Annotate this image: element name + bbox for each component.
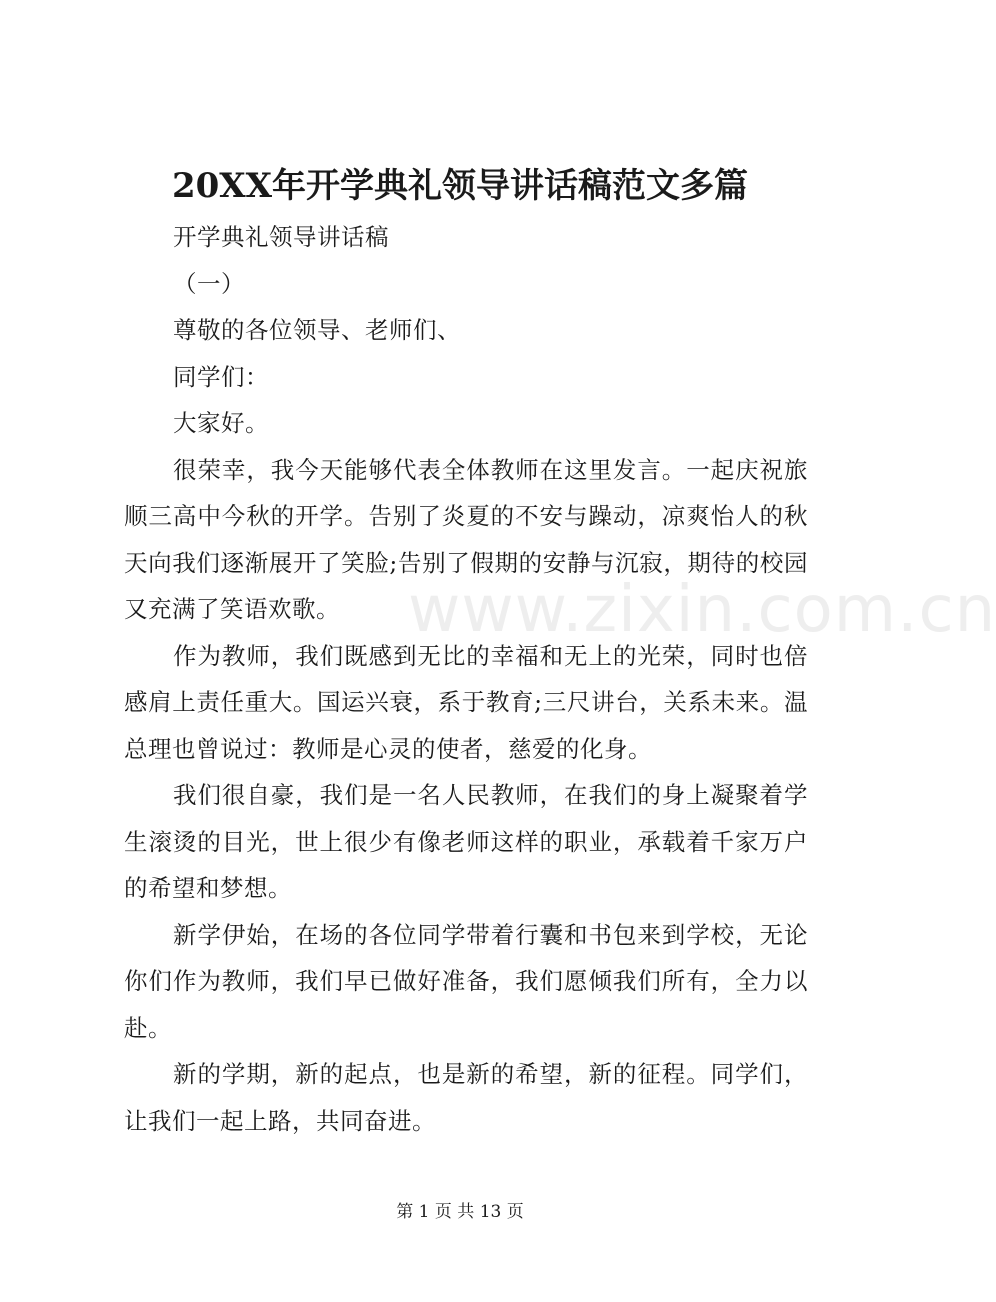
paragraph-body: 新学伊始，在场的各位同学带着行囊和书包来到学校，无论你们作为教师，我们早已做好准备，我们愿倾我们所有，全力以赴。 (124, 920, 808, 1042)
paragraph-section-number: （一） (173, 269, 245, 298)
paragraph-body: 很荣幸，我今天能够代表全体教师在这里发言。一起庆祝旅顺三高中今秋的开学。告别了炎夏的不安与躁动，凉爽怡人的秋天向我们逐渐展开了笑脸;告别了假期的安静与沉寂，期待的校园又充满了笑语欢歌。 (124, 455, 808, 623)
paragraph-heading: 开学典礼领导讲话稿 (173, 223, 389, 251)
paragraph-salutation: 尊敬的各位领导、老师们、 (173, 316, 461, 344)
document-title: 20XX年开学典礼领导讲话稿范文多篇 (171, 166, 749, 206)
watermark: www.zixin.com.cn (408, 573, 996, 647)
paragraph-greeting: 大家好。 (173, 409, 269, 437)
paragraph-salutation-students: 同学们： (173, 362, 269, 391)
paragraph-body: 作为教师，我们既感到无比的幸福和无上的光荣，同时也倍感肩上责任重大。国运兴衰，系于教育;三尺讲台，关系未来。温总理也曾说过：教师是心灵的使者，慈爱的化身。 (124, 641, 808, 763)
document-body (124, 214, 808, 1144)
paragraph-body: 我们很自豪，我们是一名人民教师，在我们的身上凝聚着学生滚烫的目光，世上很少有像老师这样的职业，承载着千家万户的希望和梦想。 (124, 781, 808, 902)
page-footer: 第 1 页 共 13 页 (396, 1202, 524, 1222)
paragraph-body: 新的学期，新的起点，也是新的希望，新的征程。同学们，让我们一起上路，共同奋进。 (124, 1060, 808, 1135)
